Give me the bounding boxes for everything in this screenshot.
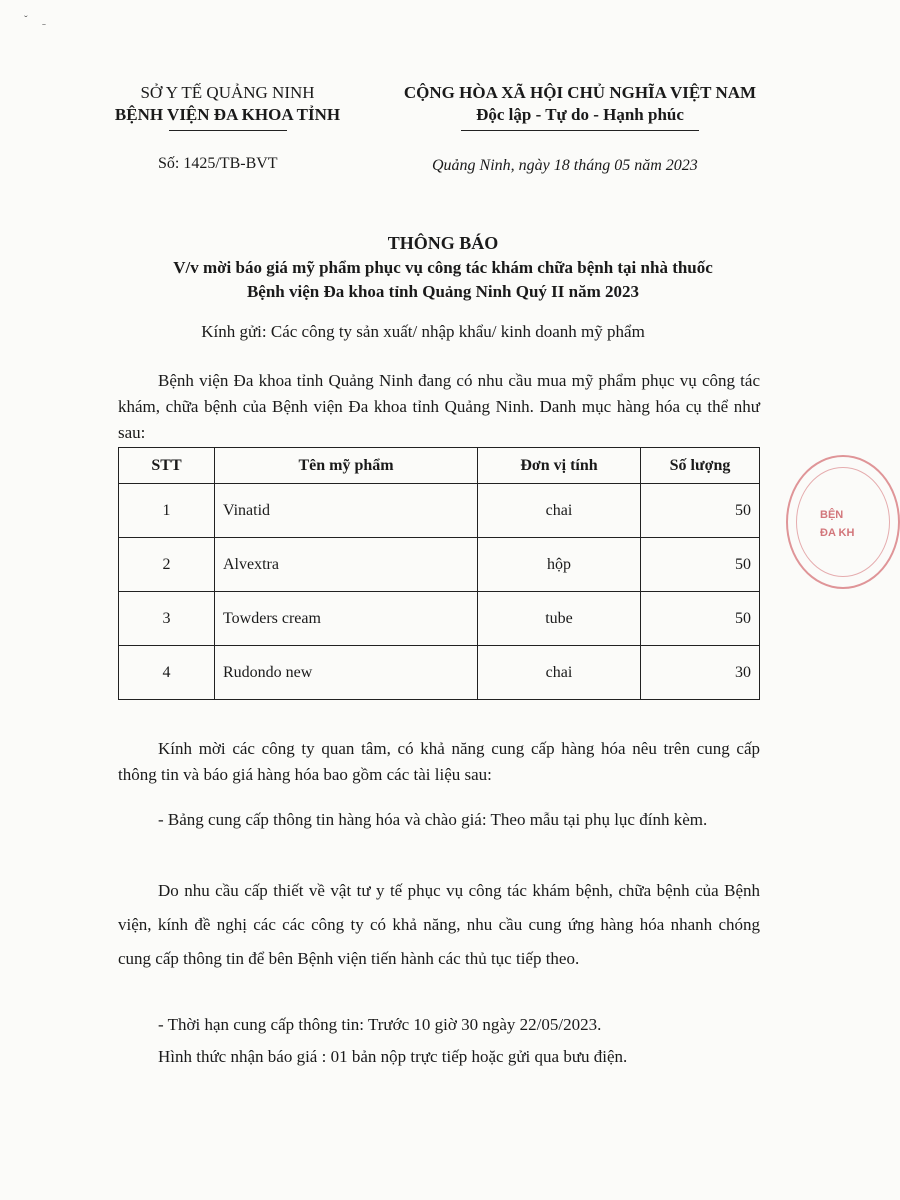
hospital-name: BỆNH VIỆN ĐA KHOA TỈNH — [114, 105, 341, 124]
cell-product-name: Alvextra — [215, 538, 478, 592]
table-row — [119, 646, 760, 700]
attachment-paragraph: - Bảng cung cấp thông tin hàng hóa và chào giá: Theo mẫu tại phụ lục đính kèm. — [158, 810, 708, 829]
cell-quantity: 30 — [641, 646, 760, 700]
scan-corner-mark: ˇ ˍ — [24, 14, 49, 26]
goods-table — [118, 447, 760, 700]
intro-paragraph: Bệnh viện Đa khoa tỉnh Quảng Ninh đang có nhu cầu mua mỹ phẩm phục vụ công tác khám, chữa bệnh của Bệnh viện Đa khoa tỉnh Quảng Ninh. Danh mục hàng hóa cụ thể như sau: — [118, 371, 760, 442]
recipient-line: Kính gửi: Các công ty sản xuất/ nhập khẩu/ kinh doanh mỹ phẩm — [201, 322, 645, 341]
invitation-paragraph: Kính mời các công ty quan tâm, có khả năng cung cấp hàng hóa nêu trên cung cấp thông tin và báo giá hàng hóa bao gồm các tài liệu sau: — [118, 739, 760, 784]
seal-inner-ring — [796, 467, 890, 577]
cell-stt: 1 — [119, 484, 215, 538]
cell-product-name: Towders cream — [215, 592, 478, 646]
table-row — [119, 484, 760, 538]
parent-agency: SỞ Y TẾ QUẢNG NINH — [140, 83, 315, 102]
cell-stt: 2 — [119, 538, 215, 592]
table-header-row — [119, 448, 760, 484]
official-seal-stamp — [786, 455, 900, 589]
table-row — [119, 592, 760, 646]
notice-title-block — [40, 230, 846, 304]
request-paragraph: Do nhu cầu cấp thiết về vật tư y tế phục vụ công tác khám bệnh, chữa bệnh của Bệnh viện, kính đề nghị các các công ty có khả năng, nhu cầu cung ứng hàng hóa nhanh chóng cung cấp thông tin để bên Bệnh viện tiến hành các thủ tục tiếp theo. — [118, 881, 760, 968]
header-product-name: Tên mỹ phẩm — [215, 448, 478, 484]
notice-subject-line-2: Bệnh viện Đa khoa tỉnh Quảng Ninh Quý II năm 2023 — [246, 282, 640, 301]
table-row — [119, 538, 760, 592]
agency-underline — [169, 130, 287, 131]
deadline-paragraph: - Thời hạn cung cấp thông tin: Trước 10 giờ 30 ngày 22/05/2023. — [158, 1015, 602, 1034]
motto-underline — [461, 130, 699, 131]
cell-stt: 3 — [119, 592, 215, 646]
issuing-agency-block — [95, 82, 360, 131]
seal-text-line-2: ĐA KH — [820, 527, 855, 539]
document-number: Số: 1425/TB-BVT — [158, 155, 278, 172]
national-motto-block — [352, 82, 808, 131]
cell-unit: chai — [478, 646, 641, 700]
cell-unit: chai — [478, 484, 641, 538]
national-motto: Độc lập - Tự do - Hạnh phúc — [476, 105, 684, 124]
cell-quantity: 50 — [641, 538, 760, 592]
seal-text-line-1: BỆN — [820, 509, 844, 521]
cell-product-name: Rudondo new — [215, 646, 478, 700]
cell-stt: 4 — [119, 646, 215, 700]
cell-unit: hộp — [478, 538, 641, 592]
place-and-date: Quảng Ninh, ngày 18 tháng 05 năm 2023 — [432, 157, 698, 174]
cell-unit: tube — [478, 592, 641, 646]
cell-product-name: Vinatid — [215, 484, 478, 538]
cell-quantity: 50 — [641, 592, 760, 646]
cell-quantity: 50 — [641, 484, 760, 538]
header-stt: STT — [119, 448, 215, 484]
notice-title: THÔNG BÁO — [387, 233, 499, 253]
header-unit: Đơn vị tính — [478, 448, 641, 484]
header-quantity: Số lượng — [641, 448, 760, 484]
national-title: CỘNG HÒA XÃ HỘI CHỦ NGHĨA VIỆT NAM — [403, 83, 757, 102]
submission-method-paragraph: Hình thức nhận báo giá : 01 bản nộp trực tiếp hoặc gửi qua bưu điện. — [158, 1047, 628, 1066]
notice-subject-line-1: V/v mời báo giá mỹ phẩm phục vụ công tác khám chữa bệnh tại nhà thuốc — [173, 258, 713, 277]
